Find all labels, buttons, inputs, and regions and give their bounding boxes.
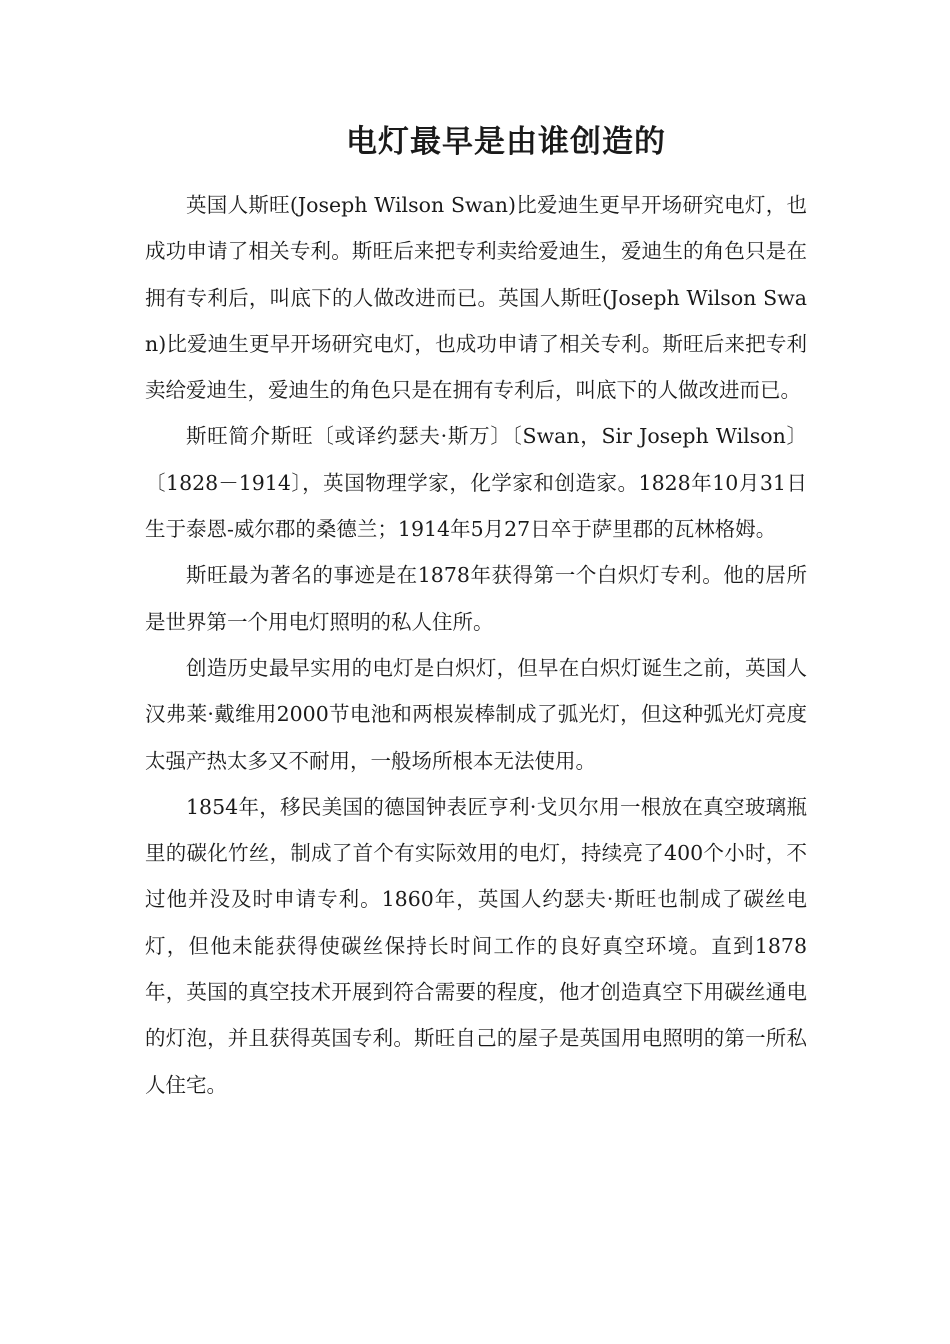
paragraph: 创造历史最早实用的电灯是白炽灯，但早在白炽灯诞生之前，英国人汉弗莱·戴维用2000节电池和两根炭棒制成了弧光灯，但这种弧光灯亮度太强产热太多又不耐用，一般场所根本无法使用。 (145, 655, 807, 773)
paragraph: 英国人斯旺(Joseph Wilson Swan)比爱迪生更早开场研究电灯，也成功申请了相关专利。斯旺后来把专利卖给爱迪生，爱迪生的角色只是在拥有专利后，叫底下的人做改进而已。英国人斯旺(Joseph Wilson Swan)比爱迪生更早开场研究电灯，也成功申请了相关专利。斯旺后来把专利卖给爱迪生，爱迪生的角色只是在拥有专利后，叫底下的人做改进而已。 (145, 193, 807, 403)
document-body (145, 118, 807, 1108)
paragraph: 斯旺简介斯旺〔或译约瑟夫·斯万〕〔Swan，Sir Joseph Wilson〕〔1828－1914〕，英国物理学家，化学家和创造家。1828年10月31日生于泰恩-威尔郡的桑德兰；1914年5月27日卒于萨里郡的瓦林格姆。 (145, 424, 807, 542)
paragraph: 1854年，移民美国的德国钟表匠亨利·戈贝尔用一根放在真空玻璃瓶里的碳化竹丝，制成了首个有实际效用的电灯，持续亮了400个小时，不过他并没及时申请专利。1860年，英国人约瑟夫·斯旺也制成了碳丝电灯，但他未能获得使碳丝保持长时间工作的良好真空环境。直到1878年，英国的真空技术开展到符合需要的程度，他才创造真空下用碳丝通电的灯泡，并且获得英国专利。斯旺自己的屋子是英国用电照明的第一所私人住宅。 (145, 794, 807, 1097)
paragraph: 斯旺最为著名的事迹是在1878年获得第一个白炽灯专利。他的居所是世界第一个用电灯照明的私人住所。 (145, 563, 807, 634)
document-title: 电灯最早是由谁创造的 (346, 124, 666, 160)
